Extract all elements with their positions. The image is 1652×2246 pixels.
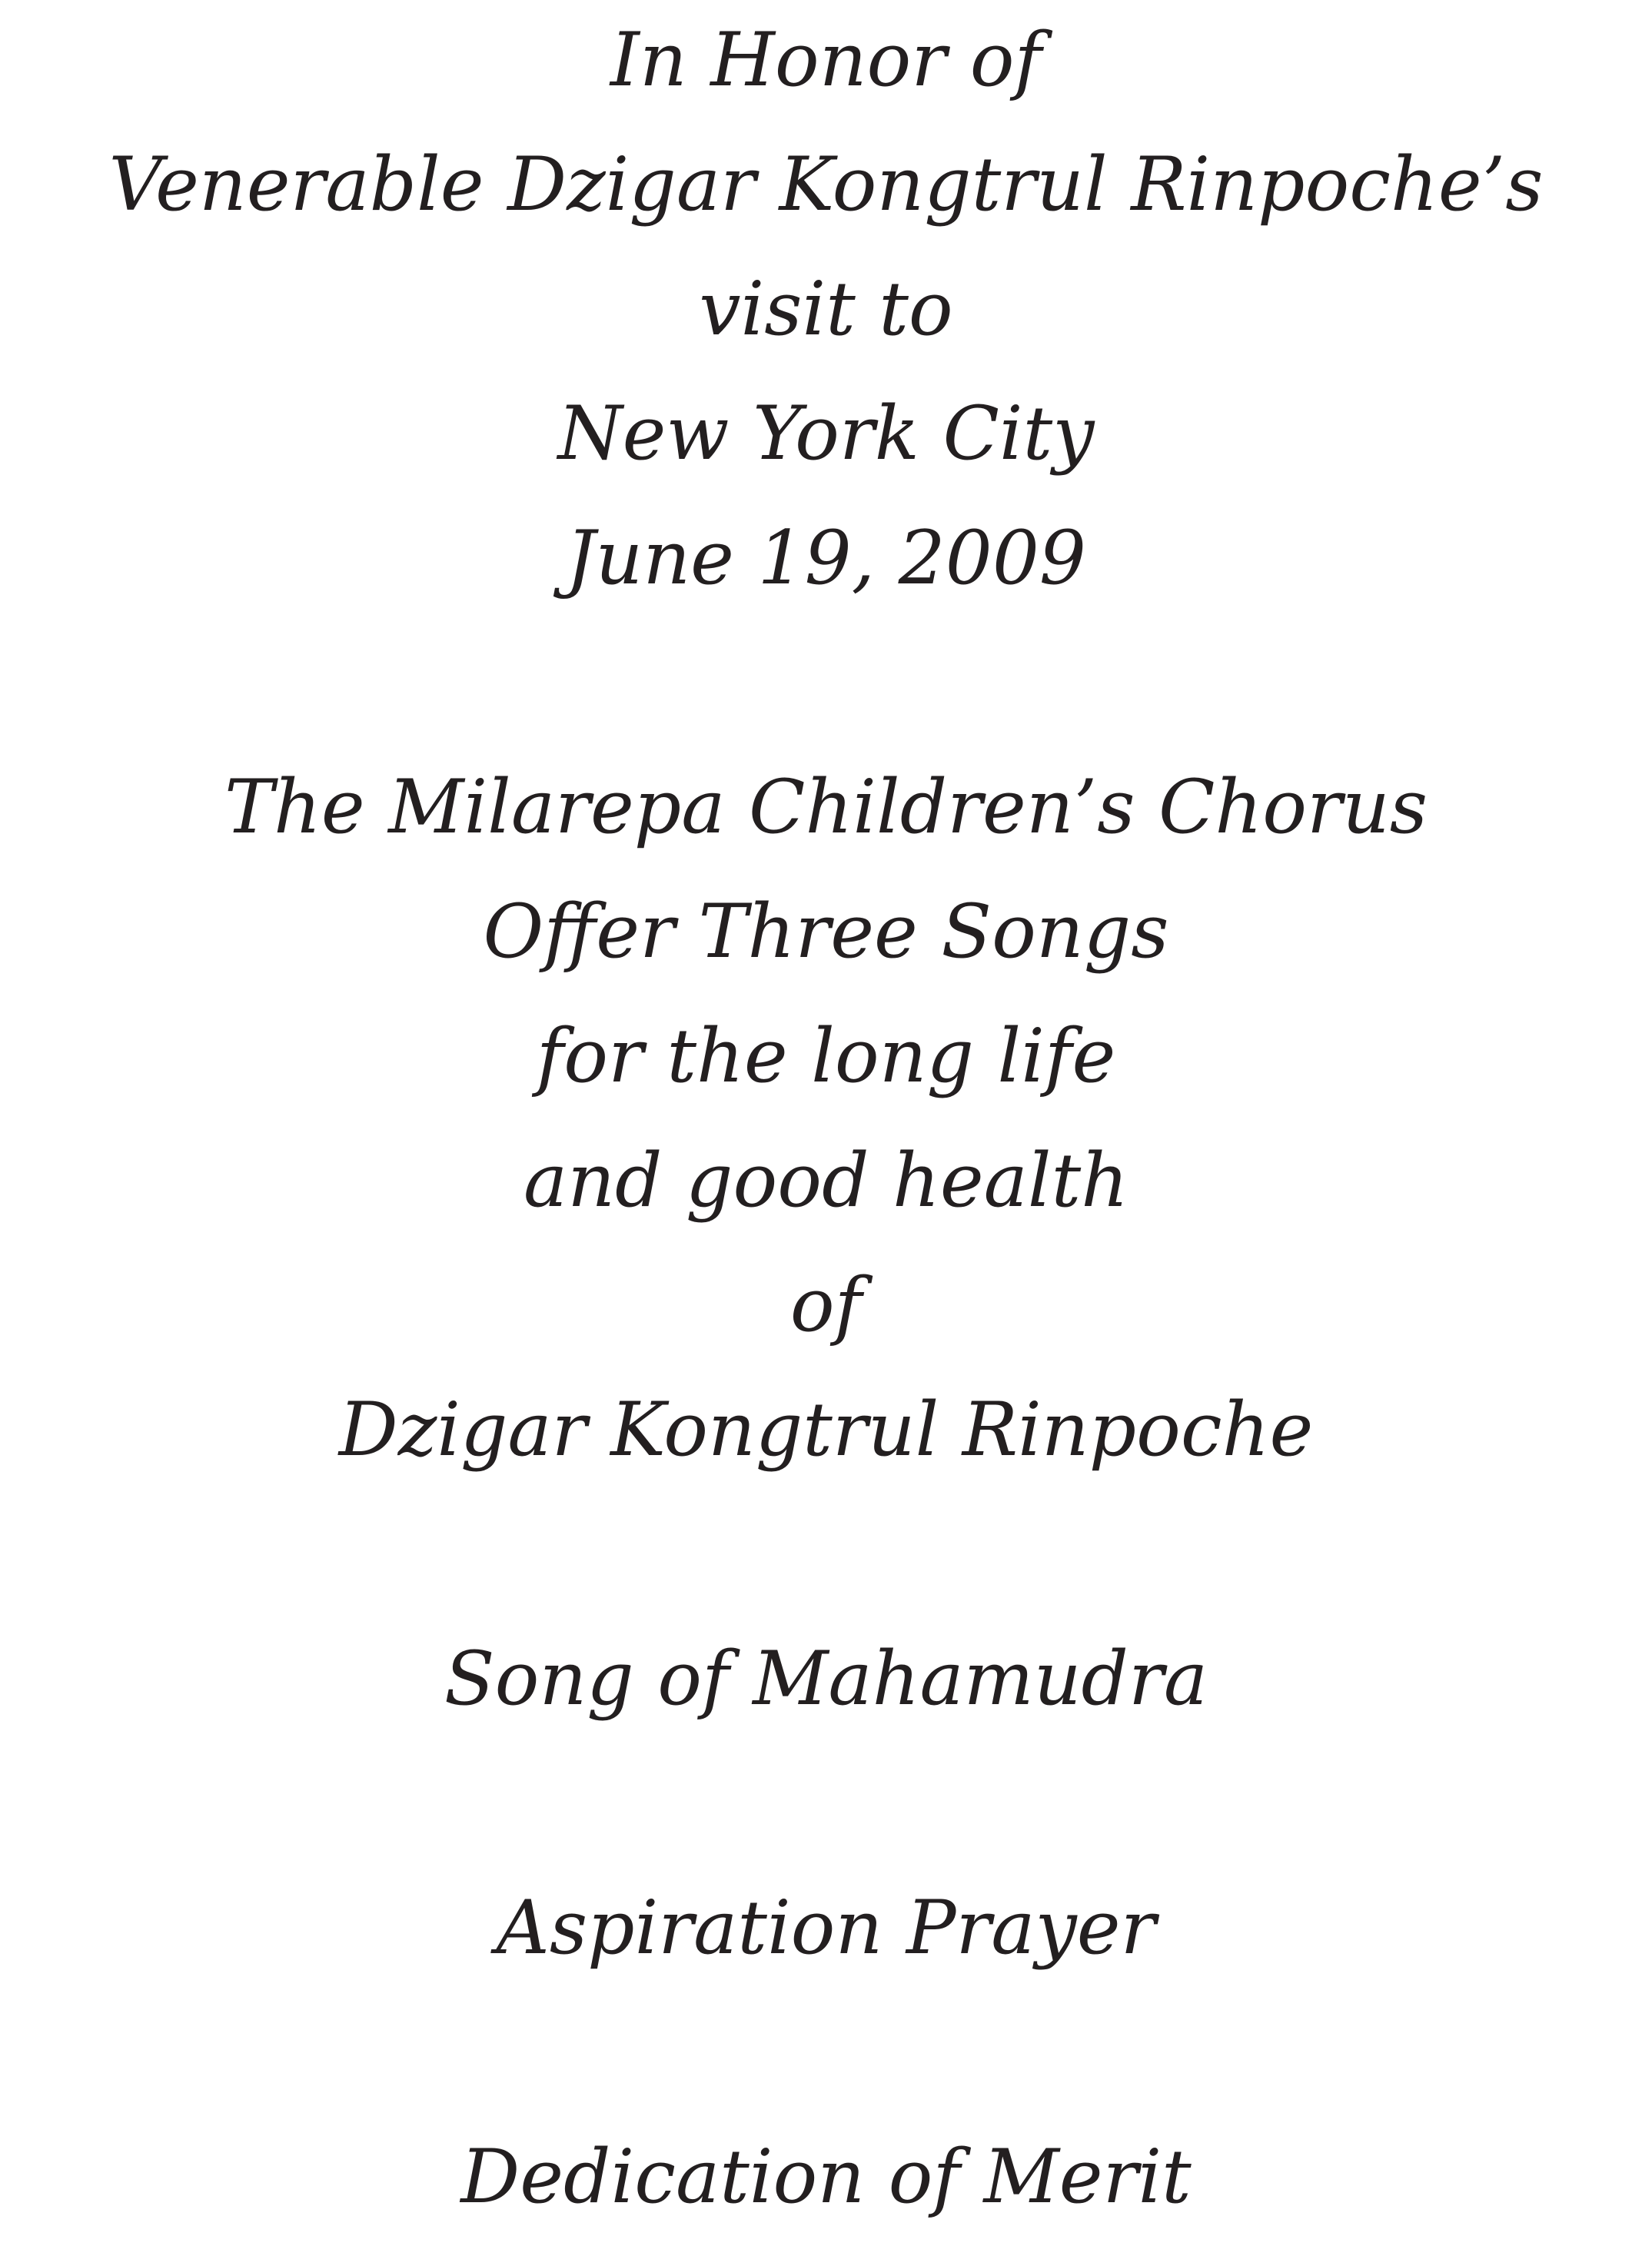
heading-city: New York City <box>557 390 1095 477</box>
heading-date: June 19, 2009 <box>566 515 1086 601</box>
heading-guest-name: Venerable Dzigar Kongtrul Rinpoche’s <box>108 141 1544 228</box>
song-title: Aspiration Prayer <box>496 1885 1156 1971</box>
dedication-rinpoche-name: Dzigar Kongtrul Rinpoche <box>338 1387 1314 1473</box>
heading-in-honor-of: In Honor of <box>610 17 1042 103</box>
dedication-offer: Offer Three Songs <box>483 889 1169 975</box>
dedication-chorus-name: The Milarepa Children’s Chorus <box>224 764 1428 850</box>
heading-visit-to: visit to <box>699 266 953 352</box>
dedication-good-health: and good health <box>523 1138 1129 1224</box>
dedication-long-life: for the long life <box>536 1013 1116 1099</box>
song-title: Song of Mahamudra <box>444 1636 1208 1722</box>
dedication-of: of <box>789 1262 863 1348</box>
song-title: Dedication of Merit <box>460 2134 1192 2220</box>
